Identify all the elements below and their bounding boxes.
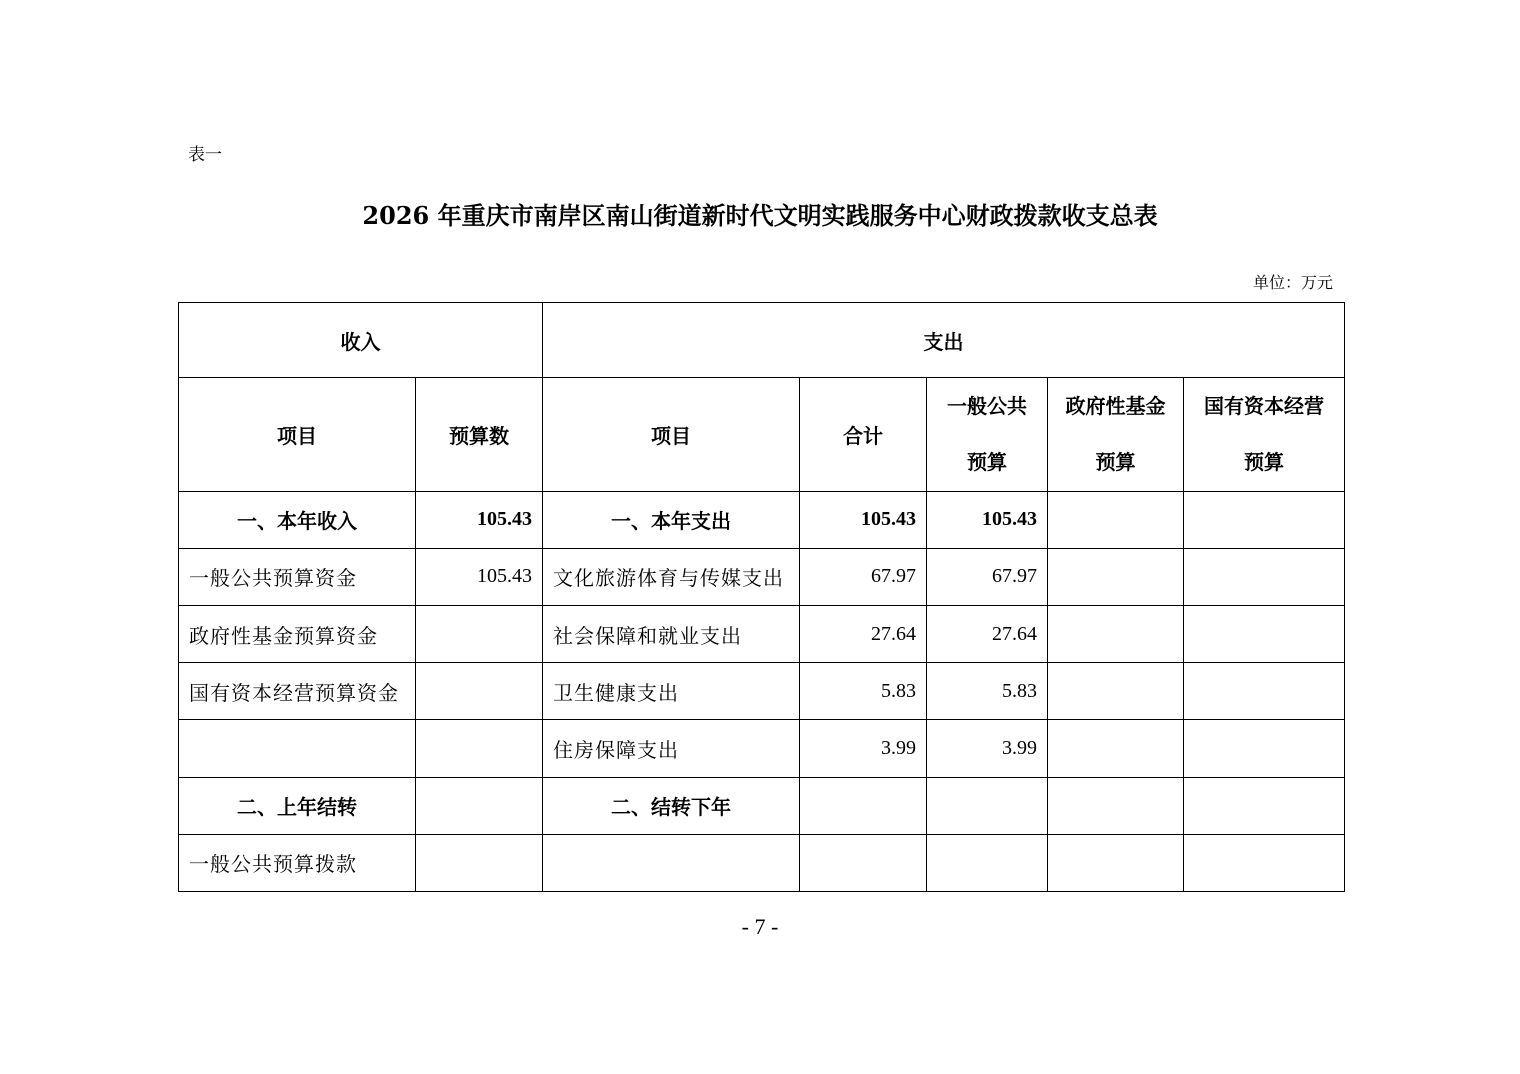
expense-state: [1184, 491, 1345, 548]
col-general: [927, 378, 1048, 491]
expense-total: [800, 834, 927, 891]
income-budget: 105.43: [416, 491, 543, 548]
expense-fund: [1048, 777, 1184, 834]
table-row: [179, 777, 1345, 834]
table-header-row: [179, 303, 1345, 378]
page-number: - 7 -: [741, 914, 779, 939]
expense-state: [1184, 606, 1345, 663]
income-item: [179, 720, 416, 777]
expense-header: 支出: [543, 303, 1345, 378]
expense-general: 105.43: [927, 491, 1048, 548]
expense-general: 67.97: [927, 548, 1048, 605]
col-income-item: 项目: [179, 378, 416, 491]
expense-total: 27.64: [800, 606, 927, 663]
expense-item: 文化旅游体育与传媒支出: [543, 548, 800, 605]
col-general-line1: 一般公共: [947, 394, 1027, 419]
expense-item: 二、结转下年: [543, 777, 800, 834]
income-item: 国有资本经营预算资金: [179, 663, 416, 720]
income-item: 一般公共预算资金: [179, 548, 416, 605]
income-budget: [416, 777, 543, 834]
expense-item: 卫生健康支出: [543, 663, 800, 720]
table-subheader-row: [179, 378, 1345, 491]
col-fund: [1048, 378, 1184, 491]
income-budget: [416, 663, 543, 720]
expense-fund: [1048, 491, 1184, 548]
table-row: [179, 491, 1345, 548]
col-income-budget: 预算数: [416, 378, 543, 491]
table-row: [179, 663, 1345, 720]
income-budget: 105.43: [416, 548, 543, 605]
expense-general: [927, 777, 1048, 834]
table-row: [179, 720, 1345, 777]
table-row: [179, 548, 1345, 605]
expense-item: 一、本年支出: [543, 491, 800, 548]
expense-state: [1184, 834, 1345, 891]
table-tag: 表一: [188, 145, 222, 165]
page-title: 2026 年重庆市南岸区南山街道新时代文明实践服务中心财政拨款收支总表: [362, 201, 1158, 230]
unit-label: 单位：万元: [1252, 273, 1333, 292]
income-item: 一般公共预算拨款: [179, 834, 416, 891]
expense-item: [543, 834, 800, 891]
expense-total: 5.83: [800, 663, 927, 720]
expense-total: 67.97: [800, 548, 927, 605]
income-budget: [416, 720, 543, 777]
col-expense-item: 项目: [543, 378, 800, 491]
col-fund-line1: 政府性基金: [1065, 394, 1166, 419]
income-item: 政府性基金预算资金: [179, 606, 416, 663]
col-fund-line2: 预算: [1095, 450, 1136, 475]
income-header: 收入: [179, 303, 543, 378]
expense-item: 社会保障和就业支出: [543, 606, 800, 663]
expense-item: 住房保障支出: [543, 720, 800, 777]
col-total: 合计: [800, 378, 927, 491]
expense-fund: [1048, 606, 1184, 663]
expense-general: [927, 834, 1048, 891]
col-state-line2: 预算: [1244, 450, 1285, 475]
expense-fund: [1048, 663, 1184, 720]
expense-fund: [1048, 720, 1184, 777]
expense-state: [1184, 720, 1345, 777]
expense-state: [1184, 777, 1345, 834]
expense-fund: [1048, 548, 1184, 605]
income-budget: [416, 834, 543, 891]
table-row: [179, 834, 1345, 891]
expense-total: 3.99: [800, 720, 927, 777]
budget-table: [178, 302, 1345, 892]
col-general-line2: 预算: [967, 450, 1007, 475]
expense-fund: [1048, 834, 1184, 891]
col-state: [1184, 378, 1345, 491]
expense-general: 27.64: [927, 606, 1048, 663]
income-item: 二、上年结转: [179, 777, 416, 834]
col-state-line1: 国有资本经营: [1204, 394, 1325, 419]
expense-total: 105.43: [800, 491, 927, 548]
expense-state: [1184, 548, 1345, 605]
expense-general: 3.99: [927, 720, 1048, 777]
income-budget: [416, 606, 543, 663]
income-item: 一、本年收入: [179, 491, 416, 548]
expense-total: [800, 777, 927, 834]
table-row: [179, 606, 1345, 663]
expense-state: [1184, 663, 1345, 720]
expense-general: 5.83: [927, 663, 1048, 720]
